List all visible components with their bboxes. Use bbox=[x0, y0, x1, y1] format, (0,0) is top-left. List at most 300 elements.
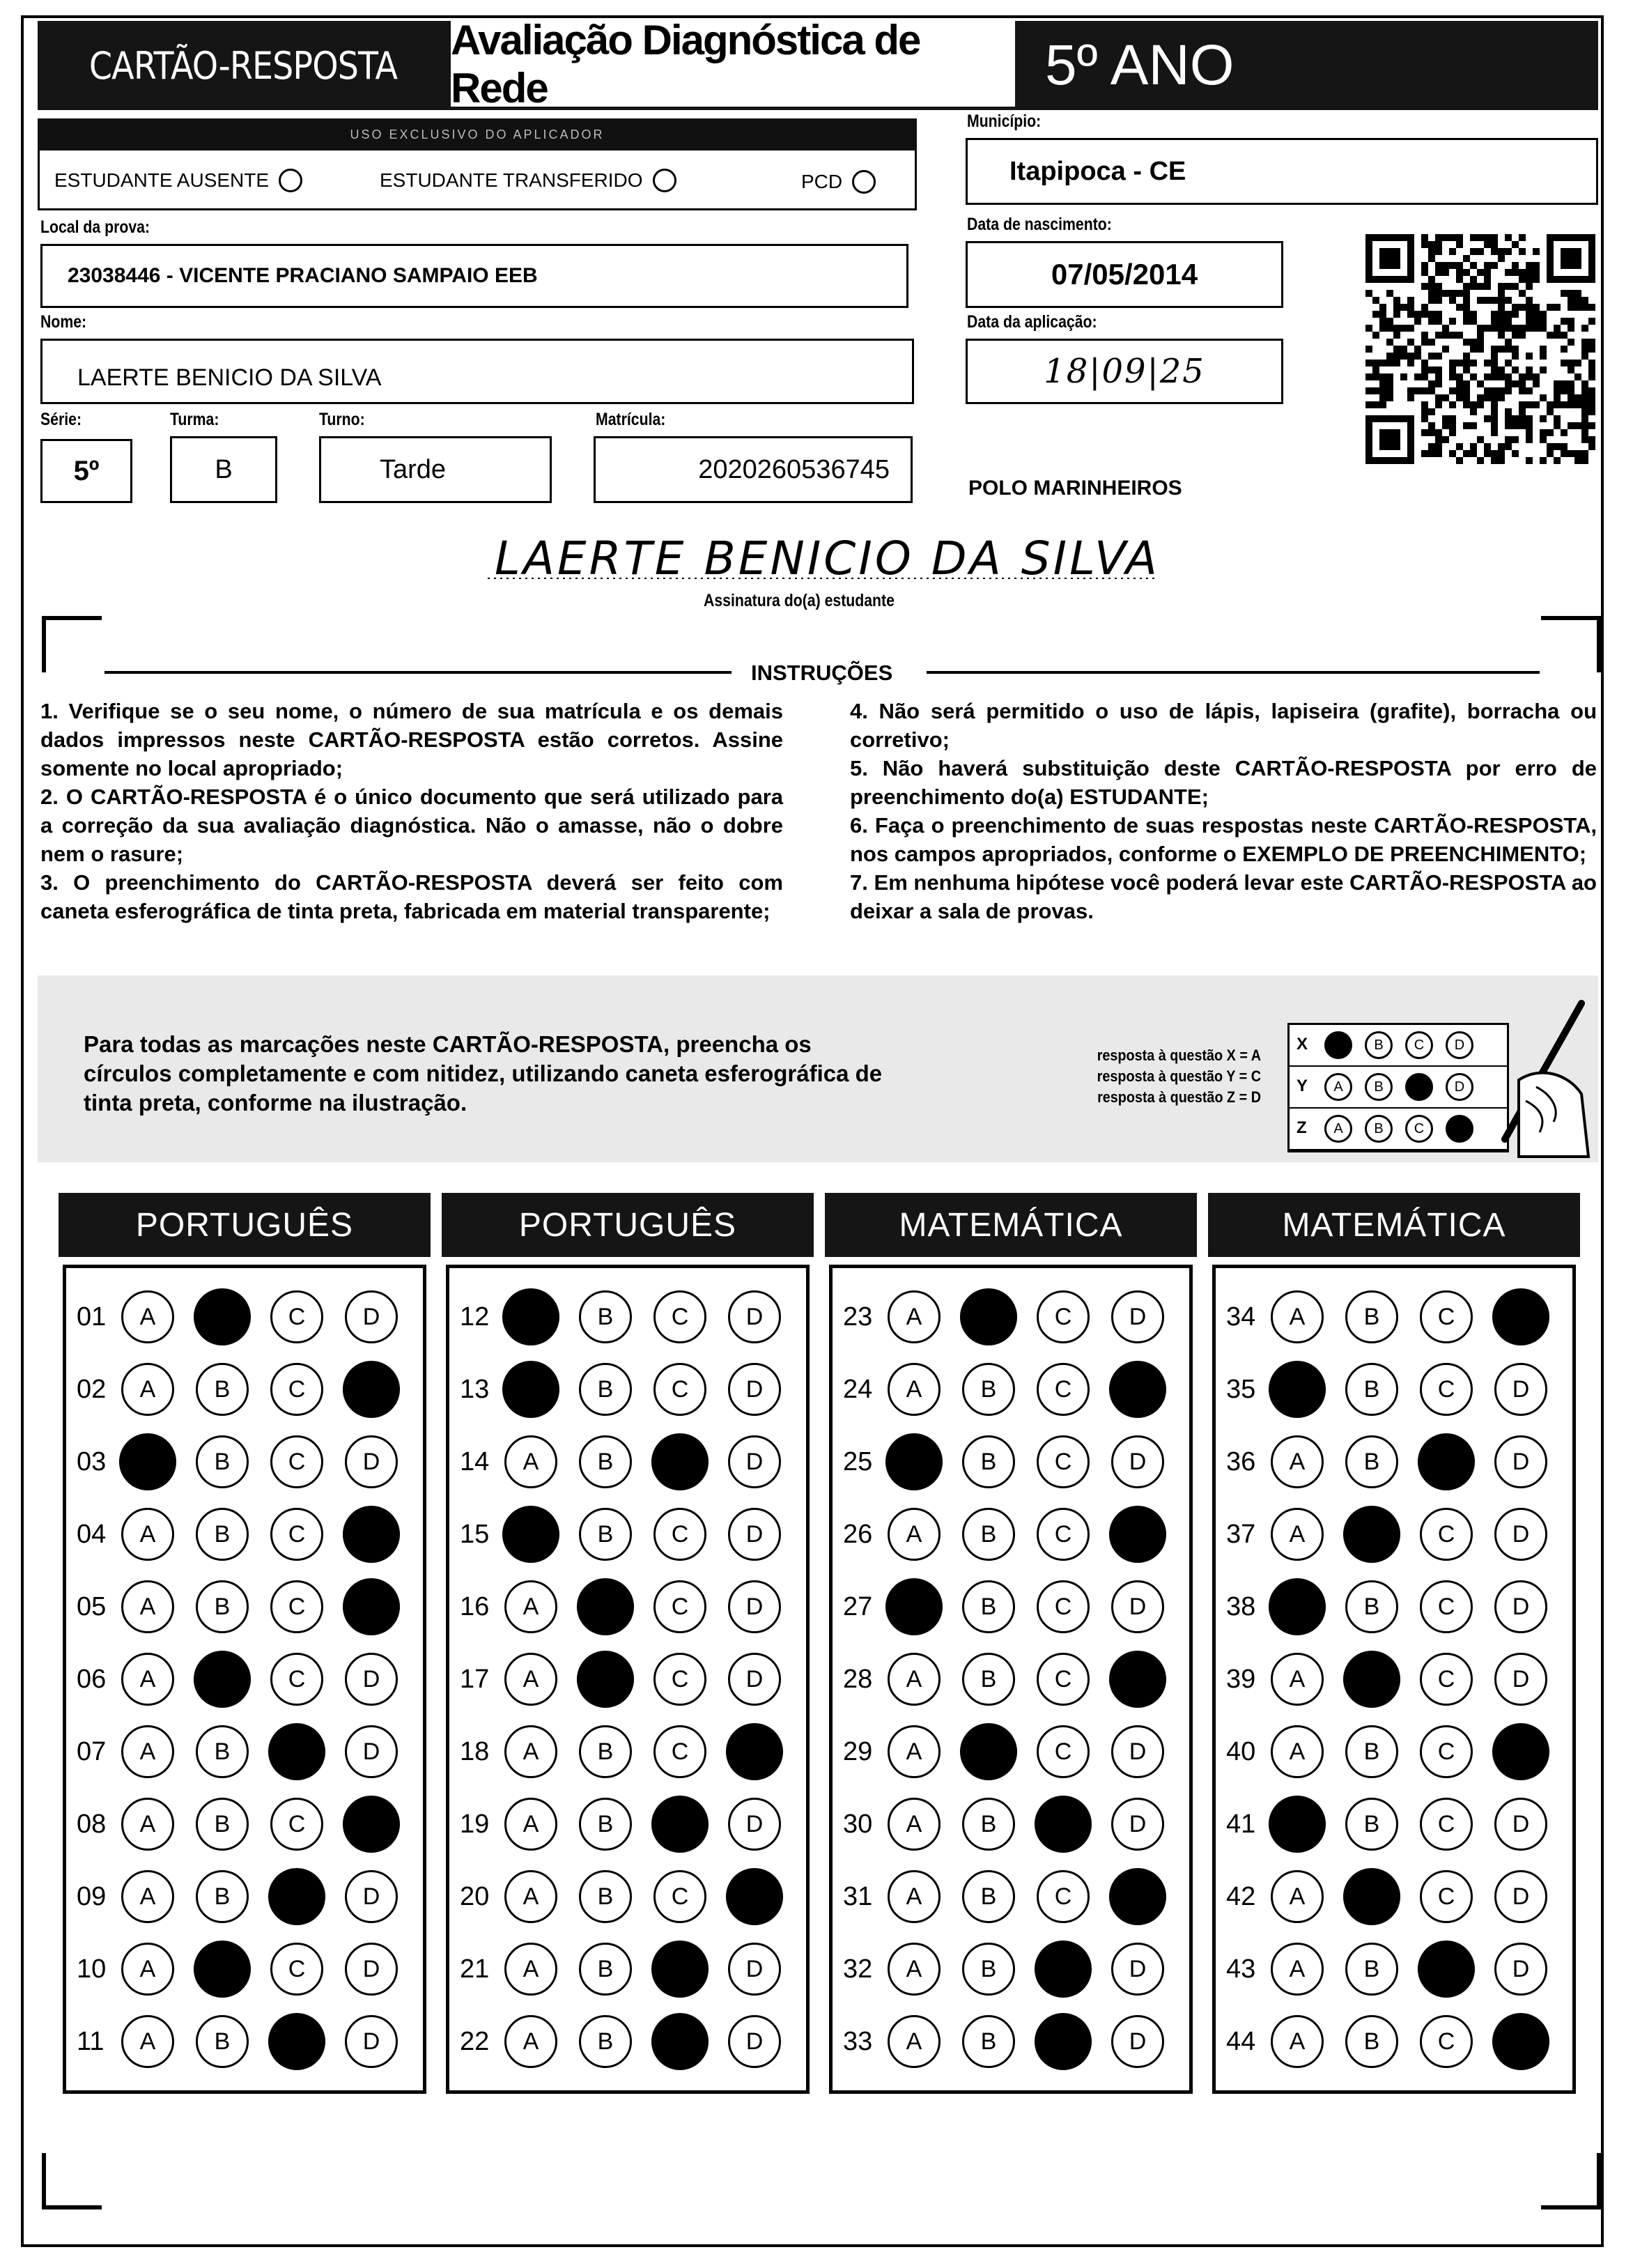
answer-bubble-a[interactable]: A bbox=[888, 1870, 941, 1923]
answer-bubble-a[interactable]: A bbox=[504, 1653, 557, 1706]
exam-location-box bbox=[40, 244, 908, 308]
answer-bubble-a[interactable]: A bbox=[888, 1798, 941, 1851]
answer-bubble-b[interactable]: B bbox=[1345, 1435, 1398, 1488]
question-row bbox=[460, 1938, 803, 2000]
instruction-item: 2. O CARTÃO-RESPOSTA é o único documento que será utilizado para a correção da sua avaliação diagnóstica. Não o amasse, não o dobre nem o rasure; bbox=[40, 785, 783, 866]
question-row bbox=[843, 1720, 1186, 1783]
example-bubble: A bbox=[1324, 1073, 1352, 1101]
answer-bubble-d[interactable] bbox=[1109, 1651, 1166, 1708]
answer-bubble-c[interactable] bbox=[651, 2013, 709, 2070]
answer-bubble-b[interactable]: B bbox=[196, 2015, 249, 2068]
answer-bubble-c[interactable]: C bbox=[1420, 1508, 1473, 1561]
answer-bubble-c[interactable]: C bbox=[270, 1943, 323, 1996]
answer-bubble-a[interactable]: A bbox=[888, 1725, 941, 1778]
question-row bbox=[1226, 1430, 1569, 1493]
question-row bbox=[77, 1286, 419, 1348]
question-row bbox=[1226, 2010, 1569, 2073]
answer-bubble-a[interactable]: A bbox=[1271, 1725, 1324, 1778]
answer-bubble-c[interactable]: C bbox=[1420, 1725, 1473, 1778]
corner-mark-top-right bbox=[1541, 616, 1601, 672]
answer-bubble-a[interactable]: A bbox=[1271, 1290, 1324, 1343]
answer-bubble-a[interactable]: A bbox=[1271, 2015, 1324, 2068]
polo-name: POLO MARINHEIROS bbox=[968, 477, 1182, 500]
answer-bubble-b[interactable]: B bbox=[579, 1363, 632, 1416]
answer-bubble-c[interactable] bbox=[1418, 1433, 1475, 1490]
example-bubble: B bbox=[1365, 1115, 1393, 1143]
answer-bubble-a[interactable] bbox=[1269, 1796, 1326, 1853]
exam-location-label: Local da prova: bbox=[40, 217, 150, 237]
student-signature bbox=[488, 530, 1184, 592]
answer-bubble-c[interactable]: C bbox=[653, 1870, 706, 1923]
question-number: 10 bbox=[77, 1954, 107, 1984]
enrollment-value: 2020260536745 bbox=[698, 454, 890, 484]
answer-bubble-c[interactable] bbox=[1418, 1941, 1475, 1998]
application-label: Data da aplicação: bbox=[967, 312, 1097, 332]
answer-bubble-b[interactable]: B bbox=[1345, 1725, 1398, 1778]
city-value: Itapipoca - CE bbox=[1009, 156, 1186, 186]
example-row bbox=[1290, 1025, 1507, 1067]
instructions-left bbox=[40, 697, 783, 925]
example-bubble bbox=[1324, 1031, 1352, 1059]
answer-bubble-c[interactable]: C bbox=[1420, 1870, 1473, 1923]
example-bubble: A bbox=[1324, 1115, 1352, 1143]
answer-bubble-c[interactable]: C bbox=[1420, 1363, 1473, 1416]
answer-bubble-b[interactable]: B bbox=[196, 1435, 249, 1488]
answer-bubble-a[interactable] bbox=[1269, 1361, 1326, 1418]
answer-bubble-d[interactable] bbox=[726, 1868, 783, 1925]
answer-bubble-c[interactable]: C bbox=[1037, 1435, 1090, 1488]
answer-bubble-d[interactable]: D bbox=[1111, 2015, 1164, 2068]
question-row bbox=[77, 1430, 419, 1493]
question-row bbox=[77, 1575, 419, 1638]
answer-bubble-d[interactable]: D bbox=[1494, 1363, 1547, 1416]
corner-mark-top-left bbox=[42, 616, 102, 672]
example-bubble: D bbox=[1446, 1073, 1473, 1101]
example-bubble: C bbox=[1405, 1115, 1433, 1143]
answer-bubble-b[interactable]: B bbox=[196, 1725, 249, 1778]
example-row-label: Y bbox=[1297, 1077, 1308, 1095]
question-number: 29 bbox=[843, 1736, 873, 1766]
answer-bubble-b[interactable]: B bbox=[962, 1798, 1015, 1851]
answer-bubble-a[interactable]: A bbox=[121, 1798, 174, 1851]
answer-bubble-a[interactable]: A bbox=[121, 1870, 174, 1923]
answer-bubble-b[interactable]: B bbox=[579, 1870, 632, 1923]
answer-bubble-d[interactable]: D bbox=[1494, 1580, 1547, 1633]
example-bubble: C bbox=[1405, 1031, 1433, 1059]
answer-bubble-a[interactable]: A bbox=[504, 1580, 557, 1633]
question-row bbox=[1226, 1793, 1569, 1856]
answer-bubble-c[interactable]: C bbox=[653, 1580, 706, 1633]
answer-bubble-b[interactable]: B bbox=[579, 1798, 632, 1851]
answer-bubble-d[interactable]: D bbox=[728, 1508, 781, 1561]
question-number: 20 bbox=[460, 1881, 490, 1911]
answer-bubble-c[interactable]: C bbox=[270, 1653, 323, 1706]
answer-bubble-c[interactable]: C bbox=[270, 1508, 323, 1561]
answer-bubble-c[interactable]: C bbox=[653, 1363, 706, 1416]
question-number: 01 bbox=[77, 1302, 107, 1332]
answer-bubble-b[interactable]: B bbox=[579, 1290, 632, 1343]
answer-bubble-a[interactable]: A bbox=[121, 1725, 174, 1778]
answer-bubble-d[interactable]: D bbox=[1111, 1290, 1164, 1343]
answer-bubble-a[interactable]: A bbox=[121, 1363, 174, 1416]
shift-label: Turno: bbox=[319, 410, 365, 429]
answer-bubble-d[interactable]: D bbox=[1111, 1798, 1164, 1851]
answer-bubble-b[interactable]: B bbox=[1345, 1290, 1398, 1343]
answer-bubble-a[interactable]: A bbox=[121, 1580, 174, 1633]
answer-bubble-c[interactable] bbox=[268, 1723, 325, 1780]
answer-bubble-b[interactable]: B bbox=[962, 2015, 1015, 2068]
answer-bubble-d[interactable]: D bbox=[728, 1943, 781, 1996]
name-label: Nome: bbox=[40, 312, 87, 332]
answer-bubble-c[interactable]: C bbox=[270, 1435, 323, 1488]
card-title: CARTÃO-RESPOSTA bbox=[88, 43, 398, 88]
legend-line: resposta à questão Y = C bbox=[1097, 1067, 1261, 1085]
answer-bubble-a[interactable] bbox=[1269, 1578, 1326, 1635]
answer-bubble-a[interactable]: A bbox=[888, 2015, 941, 2068]
question-number: 14 bbox=[460, 1447, 490, 1476]
answer-bubble-d[interactable] bbox=[1492, 1723, 1549, 1780]
answer-bubble-b[interactable] bbox=[1343, 1506, 1400, 1563]
question-number: 08 bbox=[77, 1809, 107, 1839]
question-number: 31 bbox=[843, 1881, 873, 1911]
answer-bubble-c[interactable]: C bbox=[270, 1580, 323, 1633]
pcd-bubble[interactable] bbox=[852, 170, 876, 194]
answer-bubble-a[interactable]: A bbox=[1271, 1653, 1324, 1706]
answer-bubble-b[interactable]: B bbox=[1345, 1943, 1398, 1996]
answer-bubble-d[interactable]: D bbox=[345, 1435, 398, 1488]
example-row-label: X bbox=[1297, 1035, 1308, 1054]
answer-bubble-b[interactable]: B bbox=[579, 1943, 632, 1996]
answer-bubble-b[interactable]: B bbox=[196, 1798, 249, 1851]
answer-bubble-b[interactable]: B bbox=[196, 1580, 249, 1633]
answer-bubble-d[interactable]: D bbox=[1494, 1798, 1547, 1851]
answer-bubble-b[interactable] bbox=[194, 1288, 251, 1345]
question-row bbox=[460, 1648, 803, 1711]
answer-bubble-a[interactable]: A bbox=[1271, 1435, 1324, 1488]
question-number: 02 bbox=[77, 1374, 107, 1404]
answer-bubble-b[interactable] bbox=[960, 1288, 1017, 1345]
answer-bubble-c[interactable]: C bbox=[270, 1290, 323, 1343]
answer-bubble-a[interactable] bbox=[885, 1578, 943, 1635]
exam-title: Avaliação Diagnóstica de Rede bbox=[451, 21, 1015, 107]
answer-bubble-d[interactable]: D bbox=[1111, 1580, 1164, 1633]
example-row-label: Z bbox=[1297, 1118, 1307, 1137]
question-number: 42 bbox=[1226, 1881, 1256, 1911]
shift-box bbox=[319, 436, 552, 503]
answer-bubble-a[interactable]: A bbox=[1271, 1943, 1324, 1996]
answer-bubble-b[interactable]: B bbox=[196, 1363, 249, 1416]
answer-bubble-c[interactable] bbox=[651, 1941, 709, 1998]
answer-bubble-d[interactable]: D bbox=[728, 1363, 781, 1416]
legend-line: resposta à questão X = A bbox=[1097, 1047, 1261, 1064]
question-row bbox=[1226, 1286, 1569, 1348]
legend-line: resposta à questão Z = D bbox=[1097, 1088, 1261, 1106]
answer-bubble-b[interactable] bbox=[194, 1651, 251, 1708]
answer-bubble-c[interactable]: C bbox=[653, 1508, 706, 1561]
answer-bubble-b[interactable]: B bbox=[1345, 2015, 1398, 2068]
answer-bubble-c[interactable]: C bbox=[270, 1363, 323, 1416]
question-number: 39 bbox=[1226, 1664, 1256, 1694]
question-number: 16 bbox=[460, 1591, 490, 1621]
answer-bubble-d[interactable]: D bbox=[1494, 1943, 1547, 1996]
shift-value: Tarde bbox=[380, 454, 447, 484]
enrollment-box bbox=[594, 436, 913, 503]
question-row bbox=[843, 1503, 1186, 1566]
answer-bubble-b[interactable]: B bbox=[1345, 1580, 1398, 1633]
answer-bubble-b[interactable]: B bbox=[962, 1508, 1015, 1561]
answer-bubble-a[interactable]: A bbox=[504, 1870, 557, 1923]
instruction-item: 3. O preenchimento do CARTÃO-RESPOSTA deverá ser feito com caneta esferográfica de tinta preta, fabricada em material transparente; bbox=[40, 870, 783, 923]
answer-bubble-c[interactable]: C bbox=[1037, 1363, 1090, 1416]
question-number: 13 bbox=[460, 1374, 490, 1404]
question-number: 18 bbox=[460, 1736, 490, 1766]
answer-bubble-c[interactable]: C bbox=[1420, 2015, 1473, 2068]
answer-bubble-d[interactable]: D bbox=[728, 2015, 781, 2068]
answer-bubble-d[interactable] bbox=[343, 1361, 400, 1418]
answer-bubble-c[interactable] bbox=[268, 2013, 325, 2070]
example-bubble bbox=[1446, 1115, 1473, 1143]
grade-label: Série: bbox=[40, 410, 82, 429]
birth-label: Data de nascimento: bbox=[967, 215, 1112, 234]
answer-bubble-c[interactable]: C bbox=[1420, 1653, 1473, 1706]
answer-bubble-d[interactable]: D bbox=[345, 1725, 398, 1778]
question-row bbox=[460, 1286, 803, 1348]
answer-bubble-a[interactable]: A bbox=[1271, 1870, 1324, 1923]
question-row bbox=[460, 1793, 803, 1856]
answer-bubble-b[interactable]: B bbox=[962, 1653, 1015, 1706]
question-row bbox=[843, 1648, 1186, 1711]
answer-bubble-b[interactable]: B bbox=[196, 1870, 249, 1923]
question-number: 09 bbox=[77, 1881, 107, 1911]
answer-bubble-a[interactable]: A bbox=[121, 1943, 174, 1996]
question-number: 26 bbox=[843, 1519, 873, 1549]
answer-bubble-d[interactable]: D bbox=[345, 1943, 398, 1996]
answer-bubble-b[interactable] bbox=[1343, 1868, 1400, 1925]
answer-bubble-c[interactable]: C bbox=[1037, 1653, 1090, 1706]
question-row bbox=[460, 1503, 803, 1566]
answer-bubble-d[interactable]: D bbox=[728, 1798, 781, 1851]
question-row bbox=[1226, 1720, 1569, 1783]
question-number: 27 bbox=[843, 1591, 873, 1621]
answer-bubble-a[interactable]: A bbox=[121, 1508, 174, 1561]
answer-bubble-a[interactable] bbox=[502, 1361, 559, 1418]
answer-bubble-a[interactable]: A bbox=[888, 1363, 941, 1416]
question-number: 43 bbox=[1226, 1954, 1256, 1984]
example-row bbox=[1290, 1067, 1507, 1109]
answer-bubble-d[interactable]: D bbox=[1494, 1508, 1547, 1561]
answer-bubble-b[interactable] bbox=[577, 1578, 634, 1635]
qr-code bbox=[1365, 234, 1595, 464]
answer-bubble-c[interactable]: C bbox=[1420, 1798, 1473, 1851]
answer-bubble-d[interactable]: D bbox=[345, 1290, 398, 1343]
question-row bbox=[1226, 1648, 1569, 1711]
absent-option[interactable] bbox=[54, 169, 302, 192]
question-number: 30 bbox=[843, 1809, 873, 1839]
question-number: 23 bbox=[843, 1302, 873, 1332]
answer-bubble-d[interactable]: D bbox=[345, 1870, 398, 1923]
answer-bubble-d[interactable] bbox=[1492, 2013, 1549, 2070]
answer-bubble-d[interactable] bbox=[343, 1796, 400, 1853]
question-row bbox=[843, 1286, 1186, 1348]
question-row bbox=[77, 1648, 419, 1711]
answer-bubble-c[interactable] bbox=[1035, 1941, 1092, 1998]
transferred-label: ESTUDANTE TRANSFERIDO bbox=[380, 169, 643, 191]
instruction-item: 1. Verifique se o seu nome, o número de sua matrícula e os demais dados impressos neste CARTÃO-RESPOSTA estão corretos. Assine somente no local apropriado; bbox=[40, 699, 783, 780]
application-box bbox=[966, 339, 1283, 404]
question-row bbox=[460, 1430, 803, 1493]
answer-bubble-d[interactable]: D bbox=[728, 1653, 781, 1706]
answer-bubble-a[interactable]: A bbox=[504, 1725, 557, 1778]
question-row bbox=[843, 1865, 1186, 1928]
answer-bubble-d[interactable]: D bbox=[1494, 1435, 1547, 1488]
answer-bubble-a[interactable]: A bbox=[1271, 1508, 1324, 1561]
answer-bubble-c[interactable]: C bbox=[653, 1725, 706, 1778]
question-row bbox=[843, 2010, 1186, 2073]
answer-bubble-d[interactable]: D bbox=[345, 1653, 398, 1706]
answer-bubble-d[interactable] bbox=[343, 1506, 400, 1563]
answer-bubble-c[interactable]: C bbox=[1420, 1580, 1473, 1633]
application-value: 18|09|25 bbox=[1044, 352, 1205, 391]
question-number: 37 bbox=[1226, 1519, 1256, 1549]
fill-example-legend bbox=[1029, 1045, 1261, 1108]
answer-bubble-c[interactable]: C bbox=[1037, 1290, 1090, 1343]
answer-bubble-a[interactable]: A bbox=[888, 1290, 941, 1343]
question-row bbox=[843, 1430, 1186, 1493]
absent-label: ESTUDANTE AUSENTE bbox=[54, 169, 270, 191]
absent-bubble[interactable] bbox=[279, 169, 302, 192]
question-row bbox=[843, 1358, 1186, 1421]
answer-bubble-c[interactable]: C bbox=[1037, 1508, 1090, 1561]
answer-bubble-b[interactable] bbox=[577, 1651, 634, 1708]
class-value: B bbox=[215, 454, 233, 484]
answer-bubble-d[interactable] bbox=[726, 1723, 783, 1780]
question-number: 06 bbox=[77, 1664, 107, 1694]
answer-bubble-d[interactable]: D bbox=[1494, 1653, 1547, 1706]
answer-bubble-a[interactable]: A bbox=[121, 1290, 174, 1343]
answer-bubble-d[interactable] bbox=[1109, 1506, 1166, 1563]
answer-bubble-b[interactable] bbox=[960, 1723, 1017, 1780]
question-row bbox=[1226, 1938, 1569, 2000]
answer-bubble-a[interactable]: A bbox=[504, 2015, 557, 2068]
answer-bubble-b[interactable]: B bbox=[1345, 1798, 1398, 1851]
answer-bubble-c[interactable] bbox=[268, 1868, 325, 1925]
question-number: 03 bbox=[77, 1447, 107, 1476]
answer-bubble-b[interactable]: B bbox=[196, 1508, 249, 1561]
question-number: 17 bbox=[460, 1664, 490, 1694]
signature-text: LAERTE BENICIO DA SILVA bbox=[495, 532, 1160, 585]
answer-bubble-b[interactable]: B bbox=[962, 1363, 1015, 1416]
answer-bubble-c[interactable] bbox=[651, 1796, 709, 1853]
answer-bubble-a[interactable]: A bbox=[504, 1943, 557, 1996]
question-number: 44 bbox=[1226, 2026, 1256, 2056]
question-row bbox=[1226, 1503, 1569, 1566]
answer-bubble-b[interactable]: B bbox=[962, 1580, 1015, 1633]
answer-bubble-d[interactable]: D bbox=[728, 1580, 781, 1633]
answer-bubble-c[interactable]: C bbox=[270, 1798, 323, 1851]
answer-bubble-c[interactable]: C bbox=[1037, 1725, 1090, 1778]
answer-bubble-a[interactable] bbox=[502, 1288, 559, 1345]
answer-bubble-c[interactable]: C bbox=[653, 1290, 706, 1343]
answer-bubble-c[interactable]: C bbox=[1037, 1870, 1090, 1923]
answer-bubble-d[interactable]: D bbox=[1111, 1725, 1164, 1778]
answer-bubble-b[interactable] bbox=[1343, 1651, 1400, 1708]
signature-label: Assinatura do(a) estudante bbox=[704, 591, 895, 610]
answer-bubble-a[interactable] bbox=[119, 1433, 176, 1490]
question-number: 12 bbox=[460, 1302, 490, 1332]
answer-bubble-b[interactable]: B bbox=[579, 1725, 632, 1778]
question-row bbox=[77, 1865, 419, 1928]
answer-bubble-d[interactable] bbox=[1109, 1361, 1166, 1418]
answer-bubble-a[interactable]: A bbox=[504, 1435, 557, 1488]
answer-bubble-c[interactable]: C bbox=[1420, 1290, 1473, 1343]
answer-bubble-a[interactable]: A bbox=[121, 2015, 174, 2068]
instructions-title: INSTRUÇÕES bbox=[738, 661, 905, 686]
answer-bubble-a[interactable]: A bbox=[888, 1943, 941, 1996]
answer-bubble-c[interactable] bbox=[651, 1433, 709, 1490]
answer-bubble-d[interactable]: D bbox=[1111, 1943, 1164, 1996]
answer-bubble-d[interactable]: D bbox=[728, 1290, 781, 1343]
answer-bubble-b[interactable]: B bbox=[1345, 1363, 1398, 1416]
answer-bubble-a[interactable] bbox=[502, 1506, 559, 1563]
answer-bubble-b[interactable]: B bbox=[962, 1435, 1015, 1488]
question-row bbox=[460, 1358, 803, 1421]
answer-bubble-b[interactable]: B bbox=[962, 1870, 1015, 1923]
answer-bubble-b[interactable]: B bbox=[579, 1435, 632, 1488]
answer-bubble-c[interactable] bbox=[1035, 2013, 1092, 2070]
answer-bubble-d[interactable] bbox=[1109, 1868, 1166, 1925]
example-row bbox=[1290, 1109, 1507, 1150]
answer-bubble-a[interactable]: A bbox=[888, 1653, 941, 1706]
answer-bubble-d[interactable]: D bbox=[345, 2015, 398, 2068]
answer-bubble-c[interactable]: C bbox=[1037, 1580, 1090, 1633]
question-number: 05 bbox=[77, 1591, 107, 1621]
question-row bbox=[460, 1575, 803, 1638]
answer-bubble-d[interactable]: D bbox=[1494, 1870, 1547, 1923]
question-number: 35 bbox=[1226, 1374, 1256, 1404]
pcd-option[interactable] bbox=[801, 170, 876, 194]
question-number: 33 bbox=[843, 2026, 873, 2056]
section-title: MATEMÁTICA bbox=[825, 1193, 1197, 1257]
question-row bbox=[460, 1720, 803, 1783]
answer-bubble-a[interactable]: A bbox=[504, 1798, 557, 1851]
answer-bubble-c[interactable]: C bbox=[653, 1653, 706, 1706]
exam-location-value: 23038446 - VICENTE PRACIANO SAMPAIO EEB bbox=[68, 264, 538, 287]
question-row bbox=[77, 1938, 419, 2000]
answer-bubble-d[interactable] bbox=[343, 1578, 400, 1635]
answer-bubble-d[interactable] bbox=[1492, 1288, 1549, 1345]
answer-bubble-d[interactable]: D bbox=[728, 1435, 781, 1488]
answer-bubble-b[interactable]: B bbox=[579, 2015, 632, 2068]
answer-bubble-a[interactable]: A bbox=[121, 1653, 174, 1706]
grade-box bbox=[40, 439, 132, 503]
transferred-bubble[interactable] bbox=[653, 169, 676, 192]
transferred-option[interactable] bbox=[380, 169, 676, 192]
answer-bubble-c[interactable] bbox=[1035, 1796, 1092, 1853]
question-row bbox=[77, 2010, 419, 2073]
answer-bubble-b[interactable]: B bbox=[579, 1508, 632, 1561]
answer-bubble-b[interactable] bbox=[194, 1941, 251, 1998]
instruction-item: 6. Faça o preenchimento de suas respostas neste CARTÃO-RESPOSTA, nos campos apropriados, conforme o EXEMPLO DE PREENCHIMENTO; bbox=[850, 813, 1597, 866]
answer-bubble-d[interactable]: D bbox=[1111, 1435, 1164, 1488]
answer-bubble-b[interactable]: B bbox=[962, 1943, 1015, 1996]
answer-bubble-a[interactable] bbox=[885, 1433, 943, 1490]
question-row bbox=[843, 1793, 1186, 1856]
question-row bbox=[1226, 1358, 1569, 1421]
answer-bubble-a[interactable]: A bbox=[888, 1508, 941, 1561]
question-number: 38 bbox=[1226, 1591, 1256, 1621]
question-number: 07 bbox=[77, 1736, 107, 1766]
question-number: 40 bbox=[1226, 1736, 1256, 1766]
